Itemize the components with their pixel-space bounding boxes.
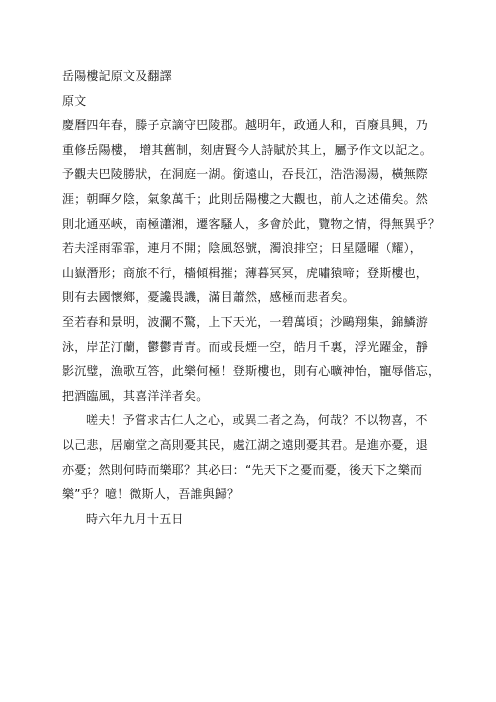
document-page	[62, 64, 440, 531]
section-heading: 原文	[62, 93, 87, 108]
text-line: 以己悲，居廟堂之高則憂其民，處江湖之遠則憂其君。是進亦憂，退	[62, 437, 429, 452]
document-body	[62, 113, 440, 531]
text-line: 時六年九月十五日	[86, 511, 184, 526]
text-line: 重修岳陽樓， 增其舊制，刻唐賢今人詩賦於其上，屬予作文以記之。	[62, 142, 433, 157]
text-line: 把酒臨風，其喜洋洋者矣。	[62, 388, 209, 403]
document-title: 岳陽樓記原文及翻譯	[62, 69, 172, 83]
text-line: 亦憂；然則何時而樂耶？其必曰：“先天下之憂而憂，後天下之樂而	[62, 462, 423, 477]
text-line: 若夫淫雨霏霏，連月不開；陰風怒號，濁浪排空；日星隱曜（耀），	[62, 241, 423, 256]
text-line: 樂”乎？噫！微斯人，吾誰與歸？	[62, 487, 240, 502]
text-line: 則北通巫峽，南極瀟湘，遷客騷人，多會於此，覽物之情，得無異乎？	[62, 216, 441, 231]
text-line: 予觀夫巴陵勝狀，在洞庭一湖。銜遠山，吞長江，浩浩湯湯，橫無際	[62, 167, 429, 182]
text-line: 嗟夫！予嘗求古仁人之心，或異二者之為，何哉？不以物喜，不	[86, 413, 428, 428]
text-line: 至若春和景明，波瀾不驚，上下天光，一碧萬頃；沙鷗翔集，錦鱗游	[62, 314, 429, 329]
text-line: 涯；朝暉夕陰，氣象萬千；此則岳陽樓之大觀也，前人之述備矣。然	[62, 191, 429, 206]
text-line: 泳，岸芷汀蘭，鬱鬱青青。而或長煙一空，皓月千裏，浮光躍金，靜	[62, 339, 429, 354]
text-line: 慶曆四年春，滕子京謫守巴陵郡。越明年，政通人和，百廢具興，乃	[62, 118, 429, 133]
text-line: 則有去國懷鄉，憂讒畏譏，滿目蕭然，感極而悲者矣。	[62, 290, 355, 305]
text-line: 影沉璧，漁歌互答，此樂何極！登斯樓也，則有心曠神怡，寵辱偕忘，	[62, 364, 441, 379]
text-line: 山嶽潛形；商旅不行，檣傾楫摧；薄暮冥冥，虎嘯猿啼；登斯樓也，	[62, 265, 429, 280]
